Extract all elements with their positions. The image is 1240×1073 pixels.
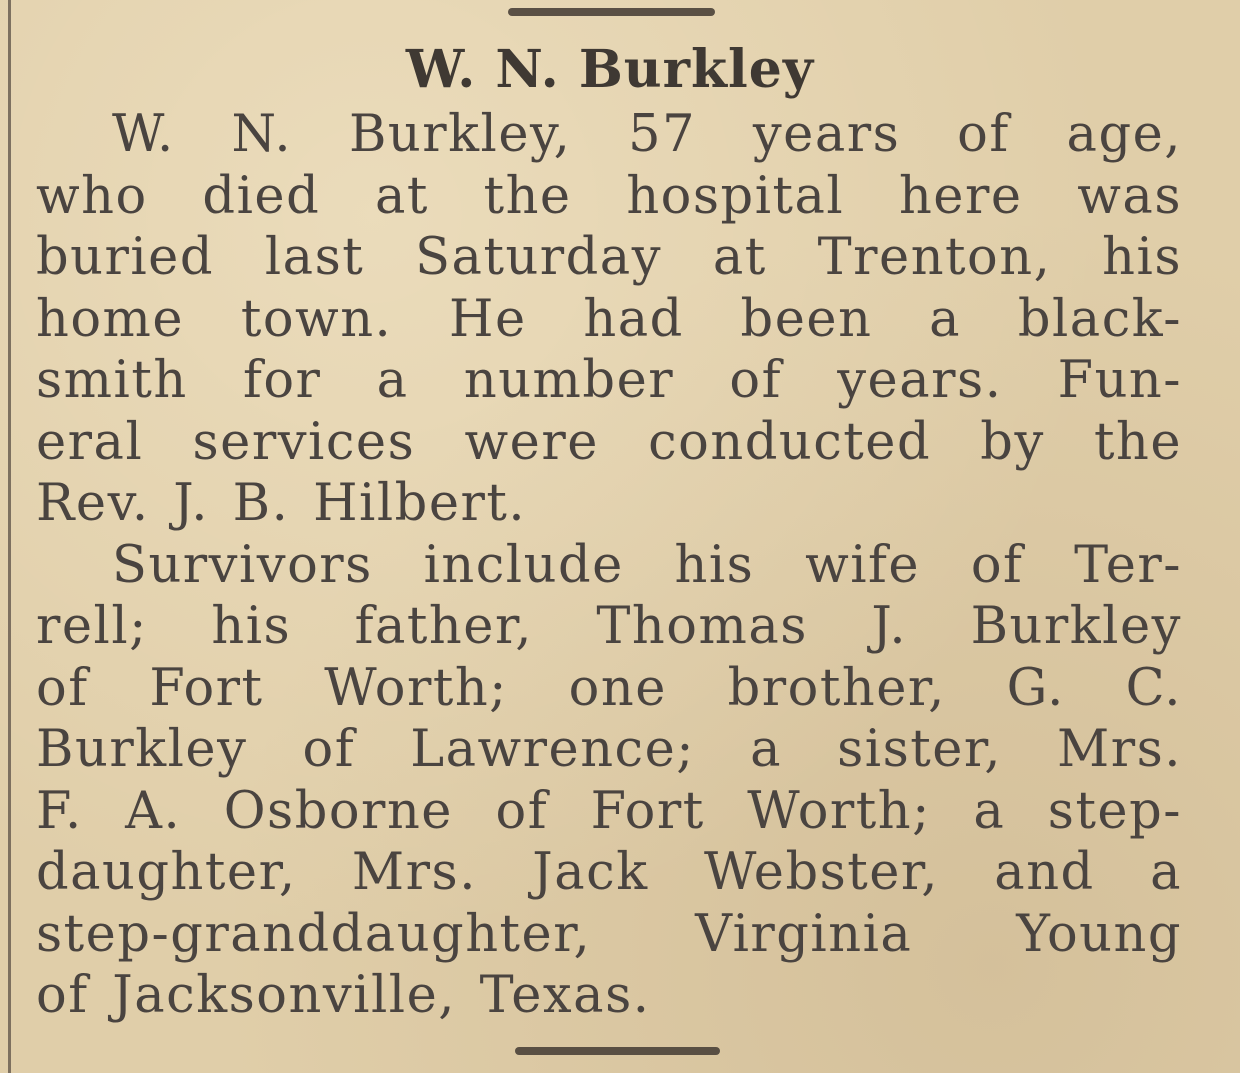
text-line: buried last Saturday at Trenton, his: [36, 228, 1182, 287]
text-line: Rev. J. B. Hilbert.: [36, 474, 527, 533]
text-line: Survivors include his wife of Ter-: [112, 535, 1182, 595]
top-divider-rule: [508, 8, 715, 16]
column-rule: [8, 0, 11, 1073]
text-line: of Fort Worth; one brother, G. C.: [36, 658, 1182, 718]
paragraph-survivors: [36, 535, 1182, 1027]
text-line: step-granddaughter, Virginia Young: [36, 904, 1182, 964]
text-line: home town. He had been a black-: [36, 289, 1182, 349]
bottom-divider-rule: [515, 1047, 720, 1055]
headline: W. N. Burkley: [405, 39, 815, 100]
text-line: smith for a number of years. Fun-: [36, 351, 1182, 410]
text-line: F. A. Osborne of Fort Worth; a step-: [36, 781, 1182, 841]
text-line: who died at the hospital here was: [36, 166, 1182, 226]
text-line: W. N. Burkley, 57 years of age,: [112, 105, 1182, 164]
article-body: [36, 104, 1182, 1027]
text-line: Burkley of Lawrence; a sister, Mrs.: [36, 720, 1182, 779]
text-line: of Jacksonville, Texas.: [36, 966, 651, 1025]
text-line: daughter, Mrs. Jack Webster, and a: [36, 843, 1182, 902]
text-line: rell; his father, Thomas J. Burkley: [36, 597, 1182, 656]
paragraph-obituary: [36, 104, 1182, 535]
text-line: eral services were conducted by the: [36, 412, 1182, 472]
